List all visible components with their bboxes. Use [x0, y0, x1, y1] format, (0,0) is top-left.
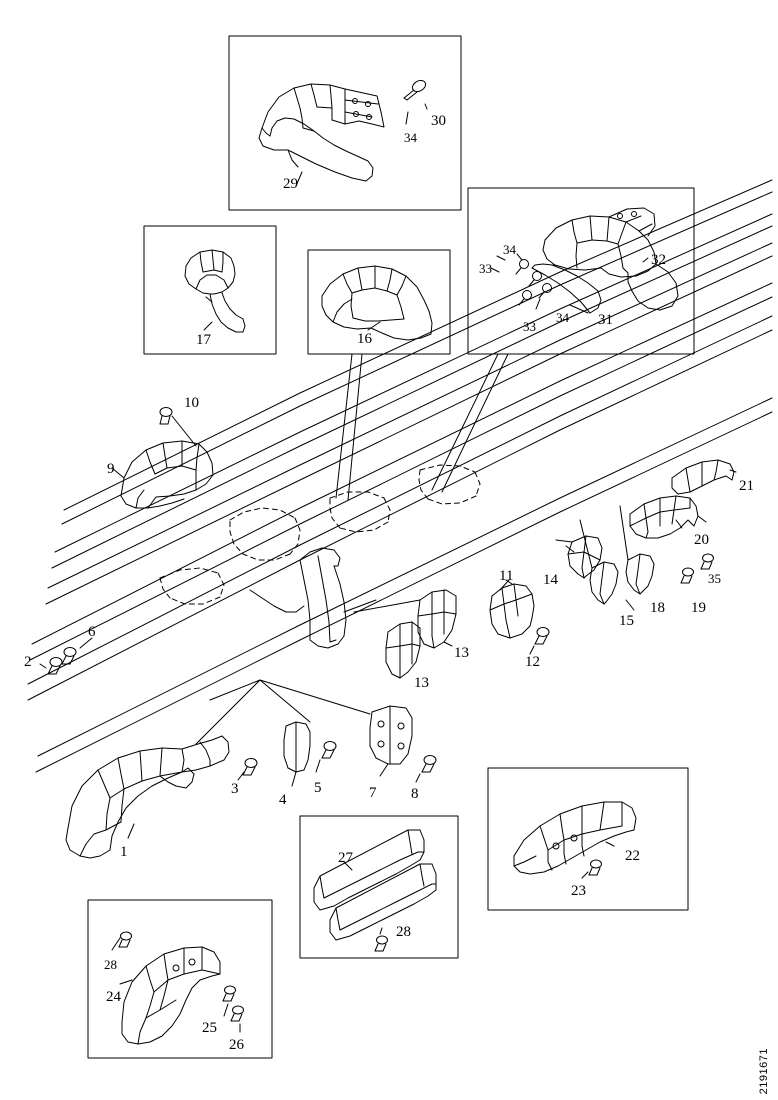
callout-25: 25 [202, 1020, 217, 1036]
callout-22: 22 [625, 848, 640, 864]
inset-part-22 [514, 802, 636, 874]
part-13-lower [386, 622, 420, 678]
callout-27: 27 [338, 850, 353, 866]
part-3-fastener [238, 759, 257, 781]
callout-8: 8 [411, 786, 419, 802]
callout-19: 19 [691, 600, 706, 616]
callout-16: 16 [357, 331, 372, 347]
callout-33-a: 33 [479, 261, 492, 276]
callout-13-lower: 13 [414, 675, 429, 691]
callout-26: 26 [229, 1037, 244, 1053]
part-18 [626, 554, 654, 594]
frame-cross-members [160, 465, 480, 604]
part-5-fastener [316, 742, 336, 773]
part-7 [370, 706, 412, 776]
inset-part-28b-fastener [112, 932, 132, 950]
inset-part-25-fastener [223, 986, 236, 1016]
inset-part-27 [314, 830, 436, 940]
callout-33-b: 33 [523, 319, 536, 334]
part-19-fastener [681, 568, 694, 583]
frame-center-structure [250, 548, 376, 648]
callout-34-a: 34 [404, 130, 417, 145]
callout-1: 1 [120, 844, 128, 860]
callout-34-c: 34 [556, 310, 569, 325]
part-4 [284, 722, 310, 786]
callout-32: 32 [651, 252, 666, 268]
main-frame-rails [28, 180, 772, 772]
diagram-id-code: 2191671 [758, 1047, 770, 1094]
inset-part-28-fastener [375, 928, 388, 951]
callout-34-b: 34 [503, 242, 516, 257]
part-20 [630, 496, 698, 538]
callout-31: 31 [598, 312, 613, 328]
part-11 [490, 584, 534, 638]
inset-part-16 [322, 266, 432, 340]
callout-7: 7 [369, 785, 377, 801]
callout-17: 17 [196, 332, 211, 348]
callout-4: 4 [279, 792, 287, 808]
callout-20: 20 [694, 532, 709, 548]
callout-30: 30 [431, 113, 446, 129]
callout-18: 18 [650, 600, 665, 616]
part-2-fastener [40, 658, 62, 675]
part-21 [672, 460, 734, 494]
part-14 [568, 536, 602, 578]
leader-lines-bottom [196, 680, 370, 744]
callout-12: 12 [525, 654, 540, 670]
inset-part-23-fastener [582, 860, 602, 878]
inset-part-26-fastener [231, 1006, 244, 1032]
inset-part-17 [185, 250, 245, 332]
callout-21: 21 [739, 478, 754, 494]
part-15 [590, 562, 618, 604]
part-1 [66, 736, 229, 858]
callout-15: 15 [619, 613, 634, 629]
inset-part-29 [259, 84, 384, 181]
callout-11: 11 [499, 568, 514, 584]
callout-10: 10 [184, 395, 199, 411]
callout-3: 3 [231, 781, 239, 797]
callout-6: 6 [88, 624, 96, 640]
part-8-fastener [416, 756, 436, 783]
callout-28-b: 28 [104, 957, 117, 972]
callout-2: 2 [24, 654, 32, 670]
callout-23: 23 [571, 883, 586, 899]
callout-9: 9 [107, 461, 115, 477]
callout-28: 28 [396, 924, 411, 940]
callout-29: 29 [283, 176, 298, 192]
callout-35: 35 [708, 571, 721, 586]
callout-5: 5 [314, 780, 322, 796]
inset-fastener-30 [404, 78, 428, 100]
part-12-fastener [530, 628, 549, 655]
part-35-fastener [701, 554, 714, 569]
inset-leader-30 [406, 104, 427, 124]
callout-14: 14 [543, 572, 558, 588]
part-13-upper [418, 590, 456, 648]
callout-13-upper: 13 [454, 645, 469, 661]
callout-24: 24 [106, 989, 121, 1005]
fastener-10 [160, 408, 196, 447]
